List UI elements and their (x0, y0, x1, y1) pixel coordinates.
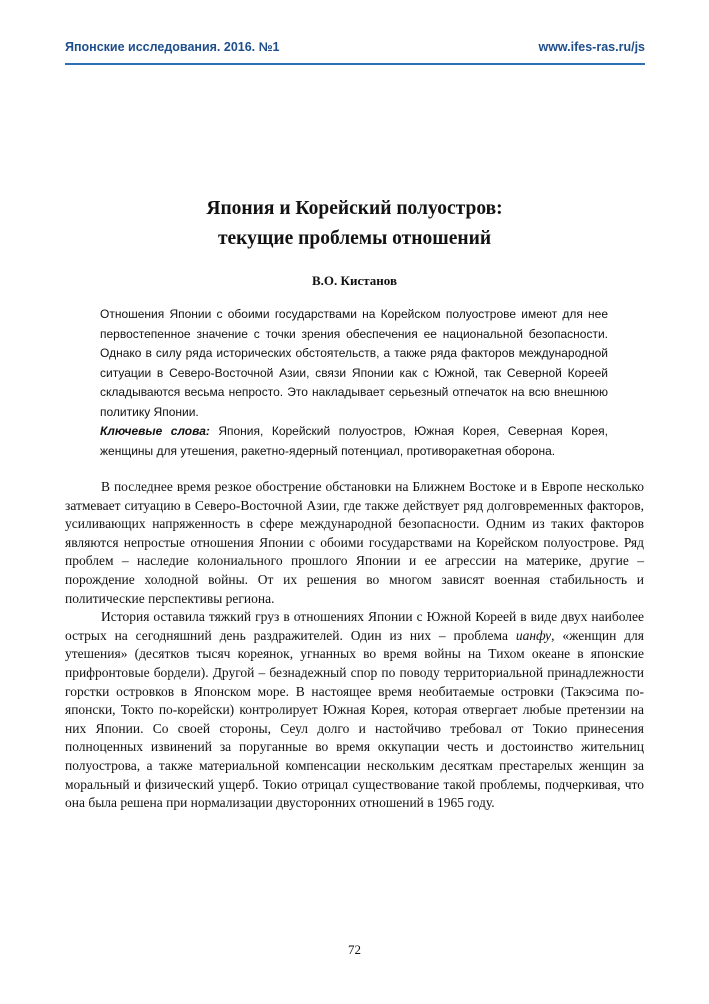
article-title (0, 194, 709, 254)
author-name: В.О. Кистанов (312, 273, 397, 288)
header-divider (65, 63, 645, 65)
page-number: 72 (348, 942, 361, 957)
journal-title: Японские исследования. 2016. №1 (65, 40, 280, 54)
body-paragraph-2 (65, 608, 644, 813)
abstract (100, 305, 608, 461)
article-body (65, 478, 644, 813)
paragraph-2-text-end: , «женщин для утешения» (десятков тысяч кореянок, угнанных во время войны на Тихом океане в японские прифронтовые бордели). Другой – безнадежный спор по поводу территориальной принадлежности горстки островков в Японском море. В настоящее время необитаемые островки (Такэсима по-японски, Токто по-корейски) контролирует Южная Корея, которая отвергает любые претензии на них Японии. Со своей стороны, Сеул долго и настойчиво требовал от Токио принесения полноценных извинений за поруганные во время оккупации честь и достоинство жительниц полуострова, а также материальной компенсации нескольким десяткам престарелых женщин за моральный и физический ущерб. Токио отрицал существование такой проблемы, подчеркивая, что она была решена при нормализации двусторонних отношений в 1965 году. (65, 627, 644, 811)
journal-url: www.ifes-ras.ru/js (538, 40, 645, 54)
paragraph-2-text-start: История оставила тяжкий груз в отношениях Японии с Южной Кореей в виде двух наиболее острых на сегодняшний день раздражителей. Один из них – проблема (65, 609, 644, 643)
keywords-label: Ключевые слова: (100, 424, 210, 438)
keywords-list: Япония, Корейский полуостров, Южная Корея, Северная Корея, женщины для утешения, ракетно-ядерный потенциал, противоракетная оборона. (100, 424, 608, 458)
running-header (65, 40, 645, 54)
body-paragraph-1: В последнее время резкое обострение обстановки на Ближнем Востоке и в Европе несколько затмевает ситуацию в Северо-Восточной Азии, где также действует ряд долговременных факторов, усиливающих напряженность в сфере международной безопасности. Одним из таких факторов являются непростые отношения Японии с обоими государствами на Корейском полуострове. Ряд проблем – наследие колониального прошлого Японии и ее агрессии на материке, другие – порождение холодной войны. От их решения во многом зависят военная стабильность и политические перспективы региона. (65, 479, 644, 606)
paragraph-2-term: ианфу (515, 627, 552, 643)
abstract-text: Отношения Японии с обоими государствами на Корейском полуострове имеют для нее первостепенное значение с точки зрения обеспечения ее национальной безопасности. Однако в силу ряда исторических обстоятельств, а также ряда факторов международной ситуации в Северо-Восточной Азии, связи Японии как с Южной, так Северной Кореей складываются весьма непросто. Это накладывает серьезный отпечаток на всю внешнюю политику Японии. (100, 307, 608, 419)
keywords (100, 422, 608, 461)
title-line-2: текущие проблемы отношений (217, 228, 492, 249)
title-line-1: Япония и Корейский полуостров: (206, 198, 503, 219)
